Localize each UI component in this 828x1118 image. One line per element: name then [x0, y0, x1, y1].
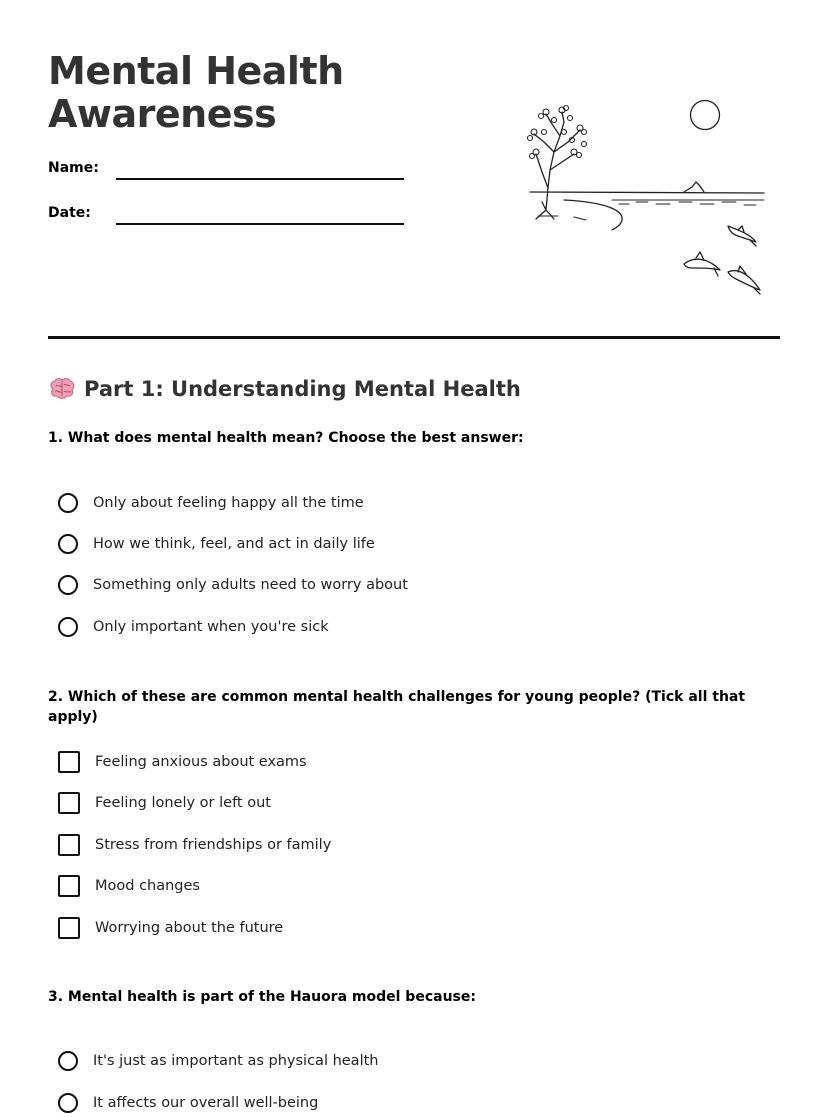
name-label: Name:	[48, 160, 99, 176]
option-label: Feeling anxious about exams	[95, 754, 307, 770]
checkbox[interactable]	[58, 792, 80, 814]
q1-option-3[interactable]	[58, 572, 758, 598]
dolphin-icon	[728, 271, 760, 290]
sun-icon	[691, 101, 720, 130]
brain-icon	[48, 377, 76, 401]
q1-option-2[interactable]	[58, 531, 758, 557]
q3-option-2[interactable]	[58, 1090, 758, 1116]
question-3: 3. Mental health is part of the Hauora model because:	[48, 989, 476, 1005]
part-1-heading-text: Part 1: Understanding Mental Health	[84, 377, 521, 401]
option-label: Stress from friendships or family	[95, 837, 332, 853]
option-label: Feeling lonely or left out	[95, 795, 271, 811]
page-title	[48, 50, 468, 136]
option-label: How we think, feel, and act in daily life	[93, 536, 375, 552]
beach-scene-illustration	[524, 92, 772, 302]
checkbox[interactable]	[58, 834, 80, 856]
q3-option-1[interactable]	[58, 1048, 758, 1074]
name-field-row	[48, 158, 408, 182]
q2-option-5[interactable]	[58, 915, 758, 941]
radio-button[interactable]	[58, 1093, 78, 1113]
option-label: Worrying about the future	[95, 920, 284, 936]
tree-icon	[534, 112, 580, 219]
date-input-line[interactable]	[116, 223, 404, 225]
question-1: 1. What does mental health mean? Choose the best answer:	[48, 430, 524, 446]
radio-button[interactable]	[58, 617, 78, 637]
q2-option-1[interactable]	[58, 749, 758, 775]
date-label: Date:	[48, 205, 91, 221]
radio-button[interactable]	[58, 534, 78, 554]
shoreline	[564, 200, 622, 230]
option-label: Something only adults need to worry about	[93, 577, 408, 593]
option-label: Only about feeling happy all the time	[93, 495, 364, 511]
title-line-2: Awareness	[48, 92, 277, 136]
name-input-line[interactable]	[116, 178, 404, 180]
island-icon	[684, 182, 704, 192]
option-label: Mood changes	[95, 878, 200, 894]
horizon-line	[530, 192, 764, 193]
dolphin-icon	[728, 226, 756, 242]
radio-button[interactable]	[58, 575, 78, 595]
q2-option-4[interactable]	[58, 873, 758, 899]
radio-button[interactable]	[58, 493, 78, 513]
date-field-row	[48, 203, 408, 227]
checkbox[interactable]	[58, 751, 80, 773]
checkbox[interactable]	[58, 917, 80, 939]
q1-option-1[interactable]	[58, 490, 758, 516]
radio-button[interactable]	[58, 1051, 78, 1071]
section-divider	[48, 336, 780, 339]
q2-option-3[interactable]	[58, 832, 758, 858]
title-line-1: Mental Health	[48, 49, 344, 93]
option-label: Only important when you're sick	[93, 619, 329, 635]
q1-option-4[interactable]	[58, 614, 758, 640]
part-1-heading	[48, 374, 521, 404]
worksheet-page	[48, 0, 780, 1118]
q2-option-2[interactable]	[58, 790, 758, 816]
question-2: 2. Which of these are common mental health challenges for young people? (Tick all that apply)	[48, 689, 746, 725]
option-label: It affects our overall well-being	[93, 1095, 319, 1111]
option-label: It's just as important as physical health	[93, 1053, 379, 1069]
checkbox[interactable]	[58, 875, 80, 897]
